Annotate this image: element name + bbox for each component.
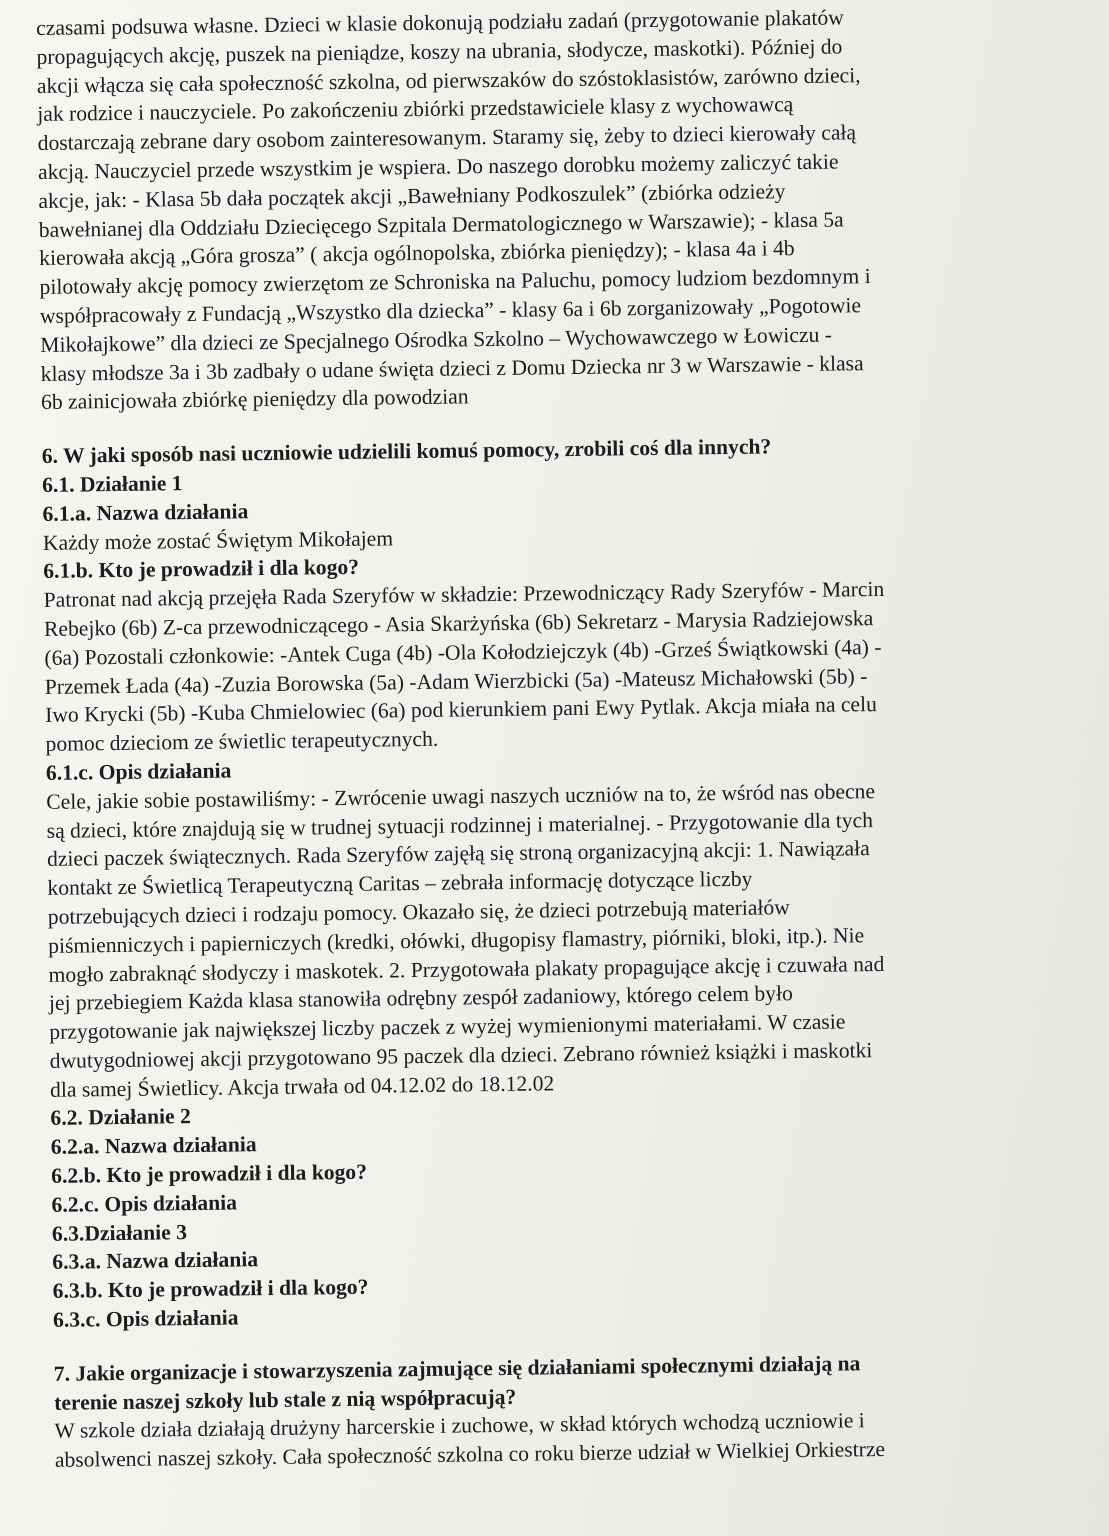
action-2-desc-heading: 6.2.c. Opis działania — [51, 1190, 238, 1217]
paragraph-line: Iwo Krycki (5b) -Kuba Chmielowiec (6a) pod kierunkiem pani Ewy Pytlak. Akcja miała na celu — [45, 692, 877, 728]
paragraph-line: Patronat nad akcją przejęła Rada Szeryfów w składzie: Przewodniczący Rady Szeryfów - Marcin — [43, 577, 885, 613]
paragraph-line: Rebejko (6b) Z-ca przewodniczącego - Asia Skarżyńska (6b) Sekretarz - Marysia Radziejowska — [43, 606, 874, 641]
paragraph-line: dla samej Świetlicy. Akcja trwała od 04.12.02 do 18.12.02 — [49, 1070, 555, 1102]
paragraph-line: kierowała akcją „Góra grosza” ( akcja ogólnopolska, zbiórka pieniędzy); - klasa 4a i 4b — [39, 236, 795, 271]
action-3-desc-heading: 6.3.c. Opis działania — [52, 1305, 239, 1332]
paragraph-line: klasy młodsze 3a i 3b zadbały o udane święta dzieci z Domu Dziecka nr 3 w Warszawie - klasa — [40, 350, 864, 386]
section-6-heading: 6. W jaki sposób nasi uczniowie udzielili komuś pomocy, zrobili coś dla innych? — [41, 434, 772, 469]
action-1-name-heading: 6.1.a. Nazwa działania — [42, 499, 249, 526]
paragraph-line: przygotowanie jak największej liczby paczek z wyżej wymienionymi materiałami. W czasie — [49, 1009, 846, 1045]
paragraph-line: akcją. Nauczyciel przede wszystkim je wspiera. Do naszego dorobku możemy zaliczyć takie — [37, 149, 839, 184]
paragraph-line: propagujących akcję, puszek na pieniądze, koszy na ubrania, słodycze, maskotki). Później do — [36, 34, 843, 69]
action-1-who-heading: 6.1.b. Kto je prowadził i dla kogo? — [43, 555, 360, 584]
paragraph-line: Przemek Łada (4a) -Zuzia Borowska (5a) -Adam Wierzbicki (5a) -Mateusz Michałowski (5b) - — [44, 663, 868, 699]
action-2-who-heading: 6.2.b. Kto je prowadził i dla kogo? — [51, 1159, 368, 1188]
section-7-heading: terenie naszej szkoły lub stale z nią współpracują? — [54, 1384, 517, 1415]
paragraph-line: dzieci paczek świątecznych. Rada Szeryfów zajęłą się stroną organizacyjną akcji: 1. Nawiązała — [46, 836, 870, 872]
intro-paragraph — [36, 1, 1041, 417]
paragraph-line: kontakt ze Świetlicą Terapeutyczną Caritas – zebrała informację dotyczące liczby — [47, 866, 753, 901]
action-3-who-heading: 6.3.b. Kto je prowadził i dla kogo? — [52, 1275, 369, 1304]
paragraph-line: pilotowały akcję pomocy zwierzętom ze Schroniska na Paluchu, pomocy ludziom bezdomnym i — [39, 264, 871, 300]
paragraph-line: współpracowały z Fundacją „Wszystko dla dziecka” - klasy 6a i 6b zorganizowały „Pogotowie — [39, 293, 862, 328]
section-7 — [54, 1347, 1055, 1475]
paragraph-line: jej przebiegiem Każda klasa stanowiła odrębny zespół zadaniowy, którego celem było — [48, 981, 793, 1016]
paragraph-line: 6b zainicjowała zbiórkę pieniędzy dla powodzian — [40, 384, 469, 415]
action-1-who-text — [43, 573, 1045, 759]
document-page — [36, 1, 1055, 1475]
paragraph-line: potrzebujących dzieci i rodzaju pomocy. Okazało się, że dzieci potrzebują materiałów — [47, 895, 790, 929]
action-1-name: Każdy może zostać Świętym Mikołajem — [42, 525, 394, 555]
paragraph-line: bawełnianej dla Oddziału Dziecięcego Szpitala Dermatologicznego w Warszawie); - klasa 5a — [38, 207, 844, 242]
paragraph-line: mogło zabraknąć słodyczy i maskotek. 2. Przygotowała plakaty propagujące akcję i czuwała nad — [48, 951, 885, 987]
paragraph-line: W szkole działa działają drużyny harcerskie i zuchowe, w skład których wchodzą uczniowie i — [54, 1408, 865, 1444]
paragraph-line: dwutygodniowej akcji przygotowano 95 paczek dla dzieci. Zebrano również książki i maskotki — [49, 1038, 873, 1073]
paragraph-line: dostarczają zebrane dary osobom zainteresowanym. Staramy się, żeby to dzieci kierowały całą — [37, 120, 857, 156]
action-1-heading: 6.1. Działanie 1 — [42, 471, 183, 497]
action-2-name-heading: 6.2.a. Nazwa działania — [50, 1132, 257, 1160]
section-7-heading: 7. Jakie organizacje i stowarzyszenia zajmujące się działaniami społecznymi działają na — [53, 1351, 861, 1386]
paragraph-line: są dzieci, które znajdują się w trudnej sytuacji rodzinnej i materialnej. - Przygotowanie dla tych — [46, 807, 874, 843]
action-2-heading: 6.2. Działanie 2 — [50, 1104, 191, 1131]
paragraph-line: czasami podsuwa własne. Dzieci w klasie dokonują podziału zadań (przygotowanie plakatów — [36, 5, 844, 40]
action-1-desc-text — [46, 775, 1050, 1105]
paragraph-line: (6a) Pozostali członkowie: -Antek Cuga (4b) -Ola Kołodziejczyk (4b) -Grześ Świątkowski (4a) - — [44, 634, 882, 670]
paragraph-line: jak rodzice i nauczyciele. Po zakończeniu zbiórki przedstawiciele klasy z wychowawcą — [37, 92, 794, 127]
action-3-name-heading: 6.3.a. Nazwa działania — [52, 1247, 259, 1275]
paragraph-line: pomoc dzieciom ze świetlic terapeutycznych. — [45, 726, 439, 757]
action-1-desc-heading: 6.1.c. Opis działania — [45, 758, 232, 785]
paragraph-line: Cele, jakie sobie postawiliśmy: - Zwrócenie uwagi naszych uczniów na to, że wśród nas obecne — [46, 778, 876, 814]
paragraph-line: akcji włącza się cała społeczność szkolna, od pierwszaków do szóstoklasistów, zarówno dzieci, — [36, 62, 861, 98]
paragraph-line: piśmienniczych i papierniczych (kredki, ołówki, długopisy flamastry, piórniki, bloki, itp.). Nie — [48, 922, 865, 958]
paragraph-line: akcje, jak: - Klasa 5b dała początek akcji „Bawełniany Podkoszulek” (zbiórka odzieży — [38, 178, 786, 213]
section-6 — [42, 429, 1054, 1335]
paragraph-line: absolwenci naszej szkoły. Cała społeczność szkolna co roku bierze udział w Wielkiej Orkiestrze — [54, 1437, 886, 1473]
paragraph-line: Mikołajkowe” dla dzieci ze Specjalnego Ośrodka Szkolno – Wychowawczego w Łowiczu - — [40, 322, 833, 357]
action-3-heading: 6.3.Działanie 3 — [51, 1219, 188, 1246]
